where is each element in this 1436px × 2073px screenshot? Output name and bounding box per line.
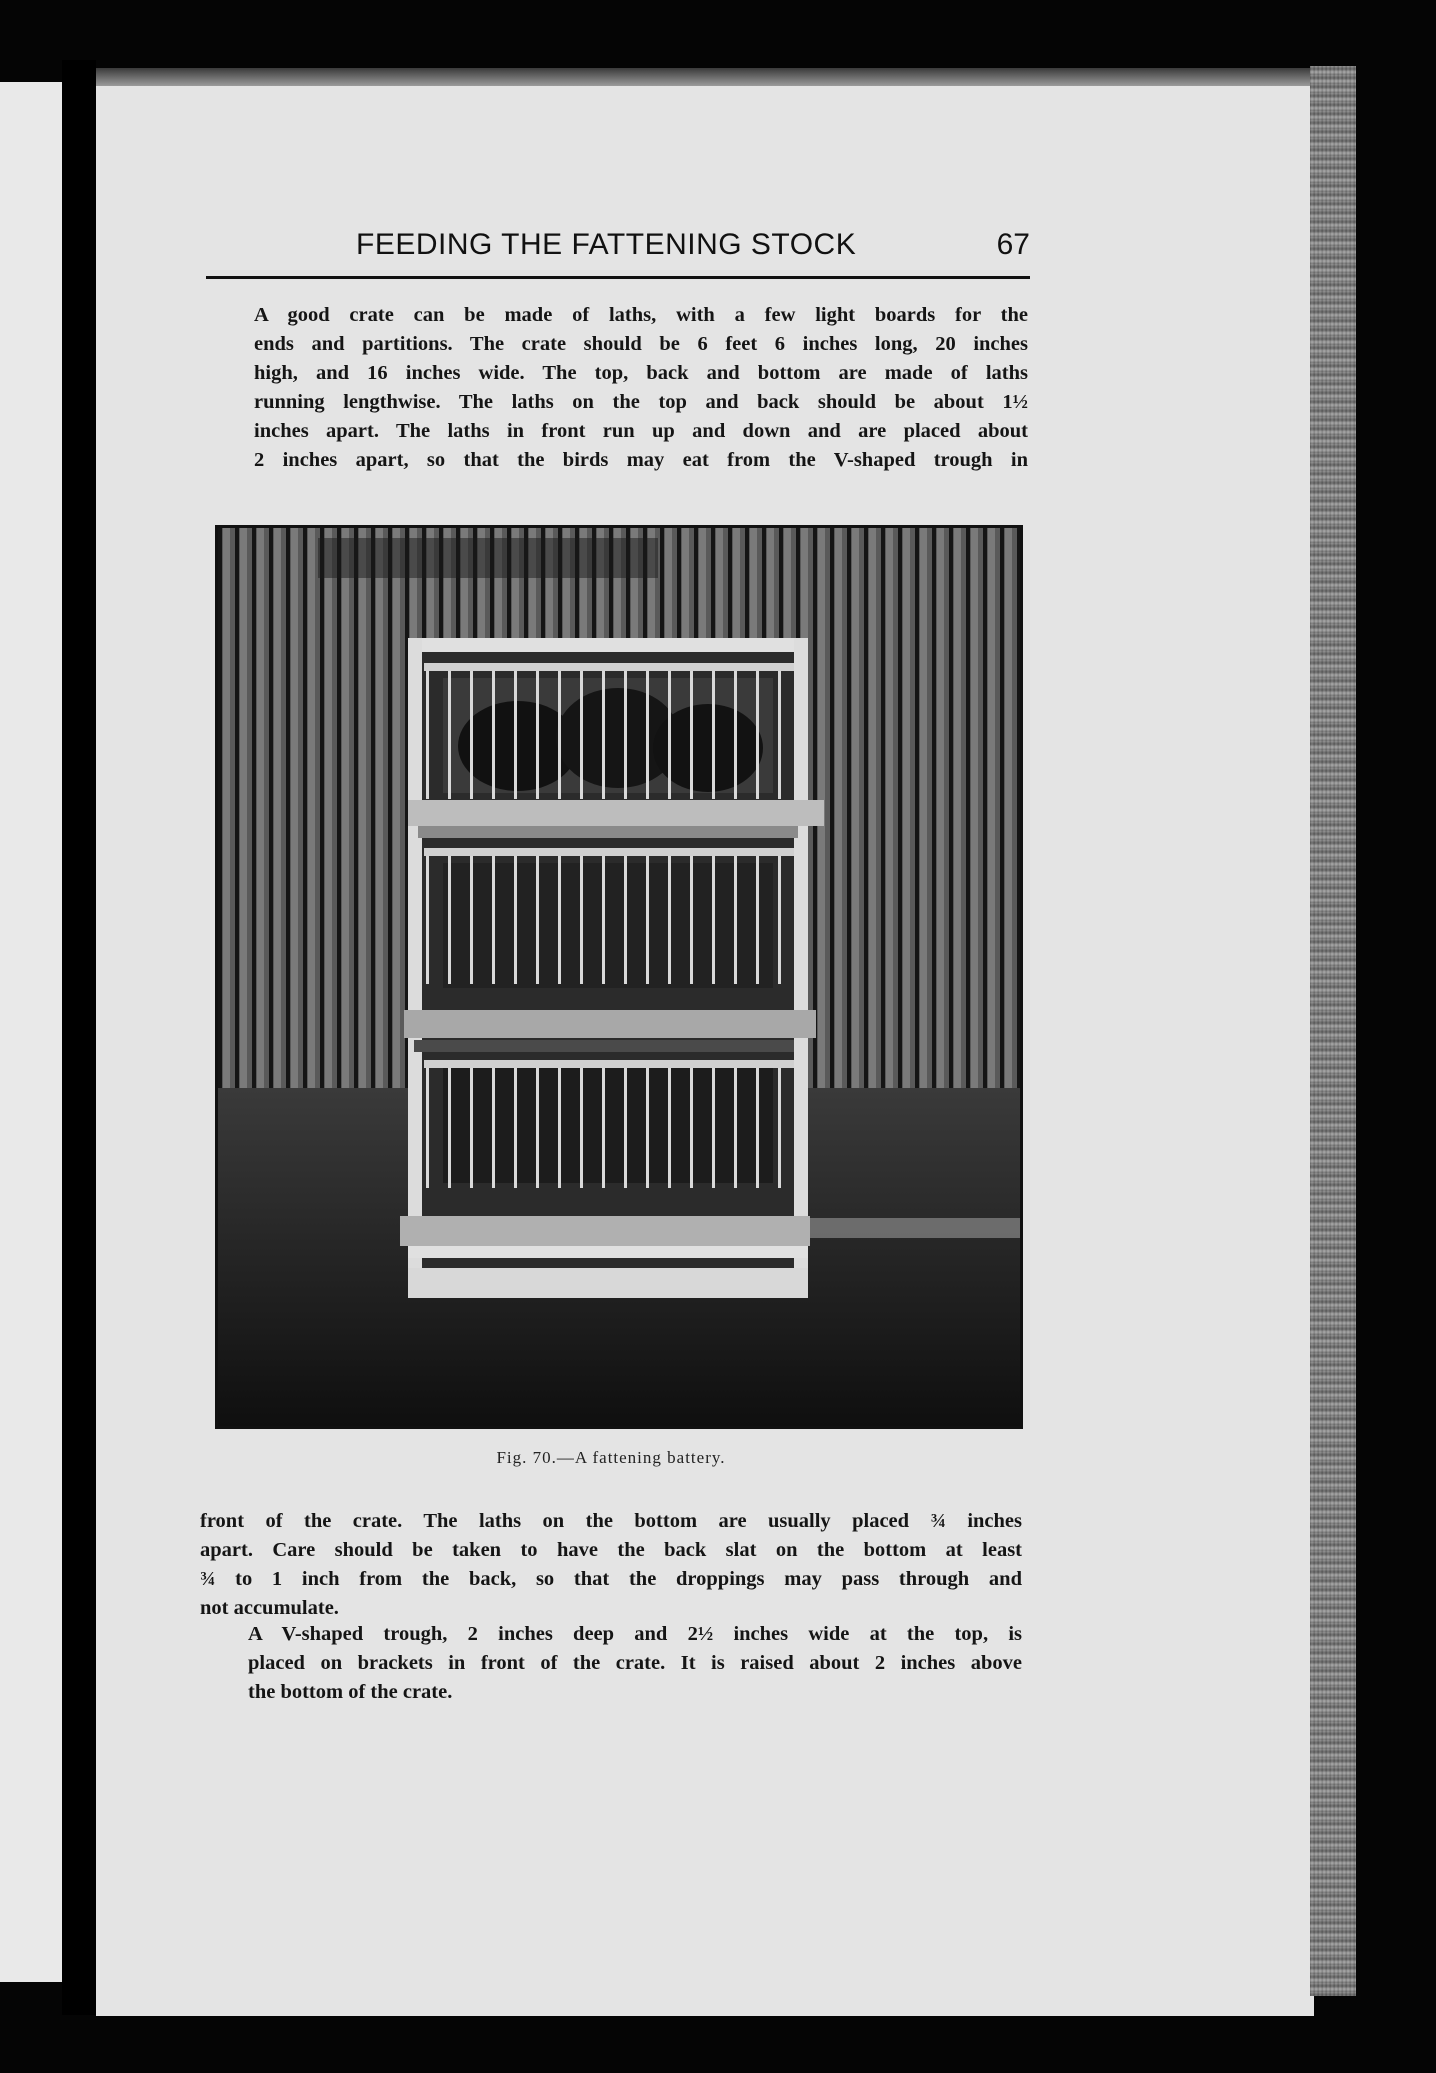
text-line: running lengthwise. The laths on the top and back should be about 1½: [254, 391, 1028, 413]
text-line: front of the crate. The laths on the bottom are usually placed ¾ inches: [200, 1510, 1022, 1532]
page-stack-edge: [1310, 66, 1356, 1996]
text-line: high, and 16 inches wide. The top, back and bottom are made of laths: [254, 362, 1028, 384]
text-line: apart. Care should be taken to have the back slat on the bottom at least: [200, 1539, 1022, 1561]
text-line: A good crate can be made of laths, with a few light boards for the: [254, 304, 1028, 326]
running-head: [206, 228, 1030, 279]
text-line: placed on brackets in front of the crate. It is raised about 2 inches above: [248, 1652, 1022, 1674]
paragraph-1: [206, 301, 1028, 475]
page-top-edge: [96, 68, 1310, 86]
text-line: A V-shaped trough, 2 inches deep and 2½ inches wide at the top, is: [248, 1623, 1022, 1645]
paragraph-2: [200, 1507, 1022, 1623]
running-title: FEEDING THE FATTENING STOCK: [356, 228, 857, 261]
book-gutter: [62, 60, 96, 2015]
figure-caption: Fig. 70.—A fattening battery.: [496, 1448, 726, 1467]
text-line: the bottom of the crate.: [248, 1681, 453, 1703]
text-line: ¾ to 1 inch from the back, so that the droppings may pass through and: [200, 1568, 1022, 1590]
fattening-battery-photo: [218, 528, 1020, 1426]
paragraph-3: [200, 1620, 1022, 1707]
crate-battery: [400, 638, 824, 1298]
text-line: ends and partitions. The crate should be 6 feet 6 inches long, 20 inches: [254, 333, 1028, 355]
figure-photo: [215, 525, 1023, 1429]
facing-page-edge: [0, 82, 62, 1982]
text-line: inches apart. The laths in front run up and down and are placed about: [254, 420, 1028, 442]
text-line: not accumulate.: [200, 1597, 339, 1619]
text-line: 2 inches apart, so that the birds may eat from the V-shaped trough in: [254, 449, 1028, 471]
page-number: 67: [996, 228, 1030, 261]
